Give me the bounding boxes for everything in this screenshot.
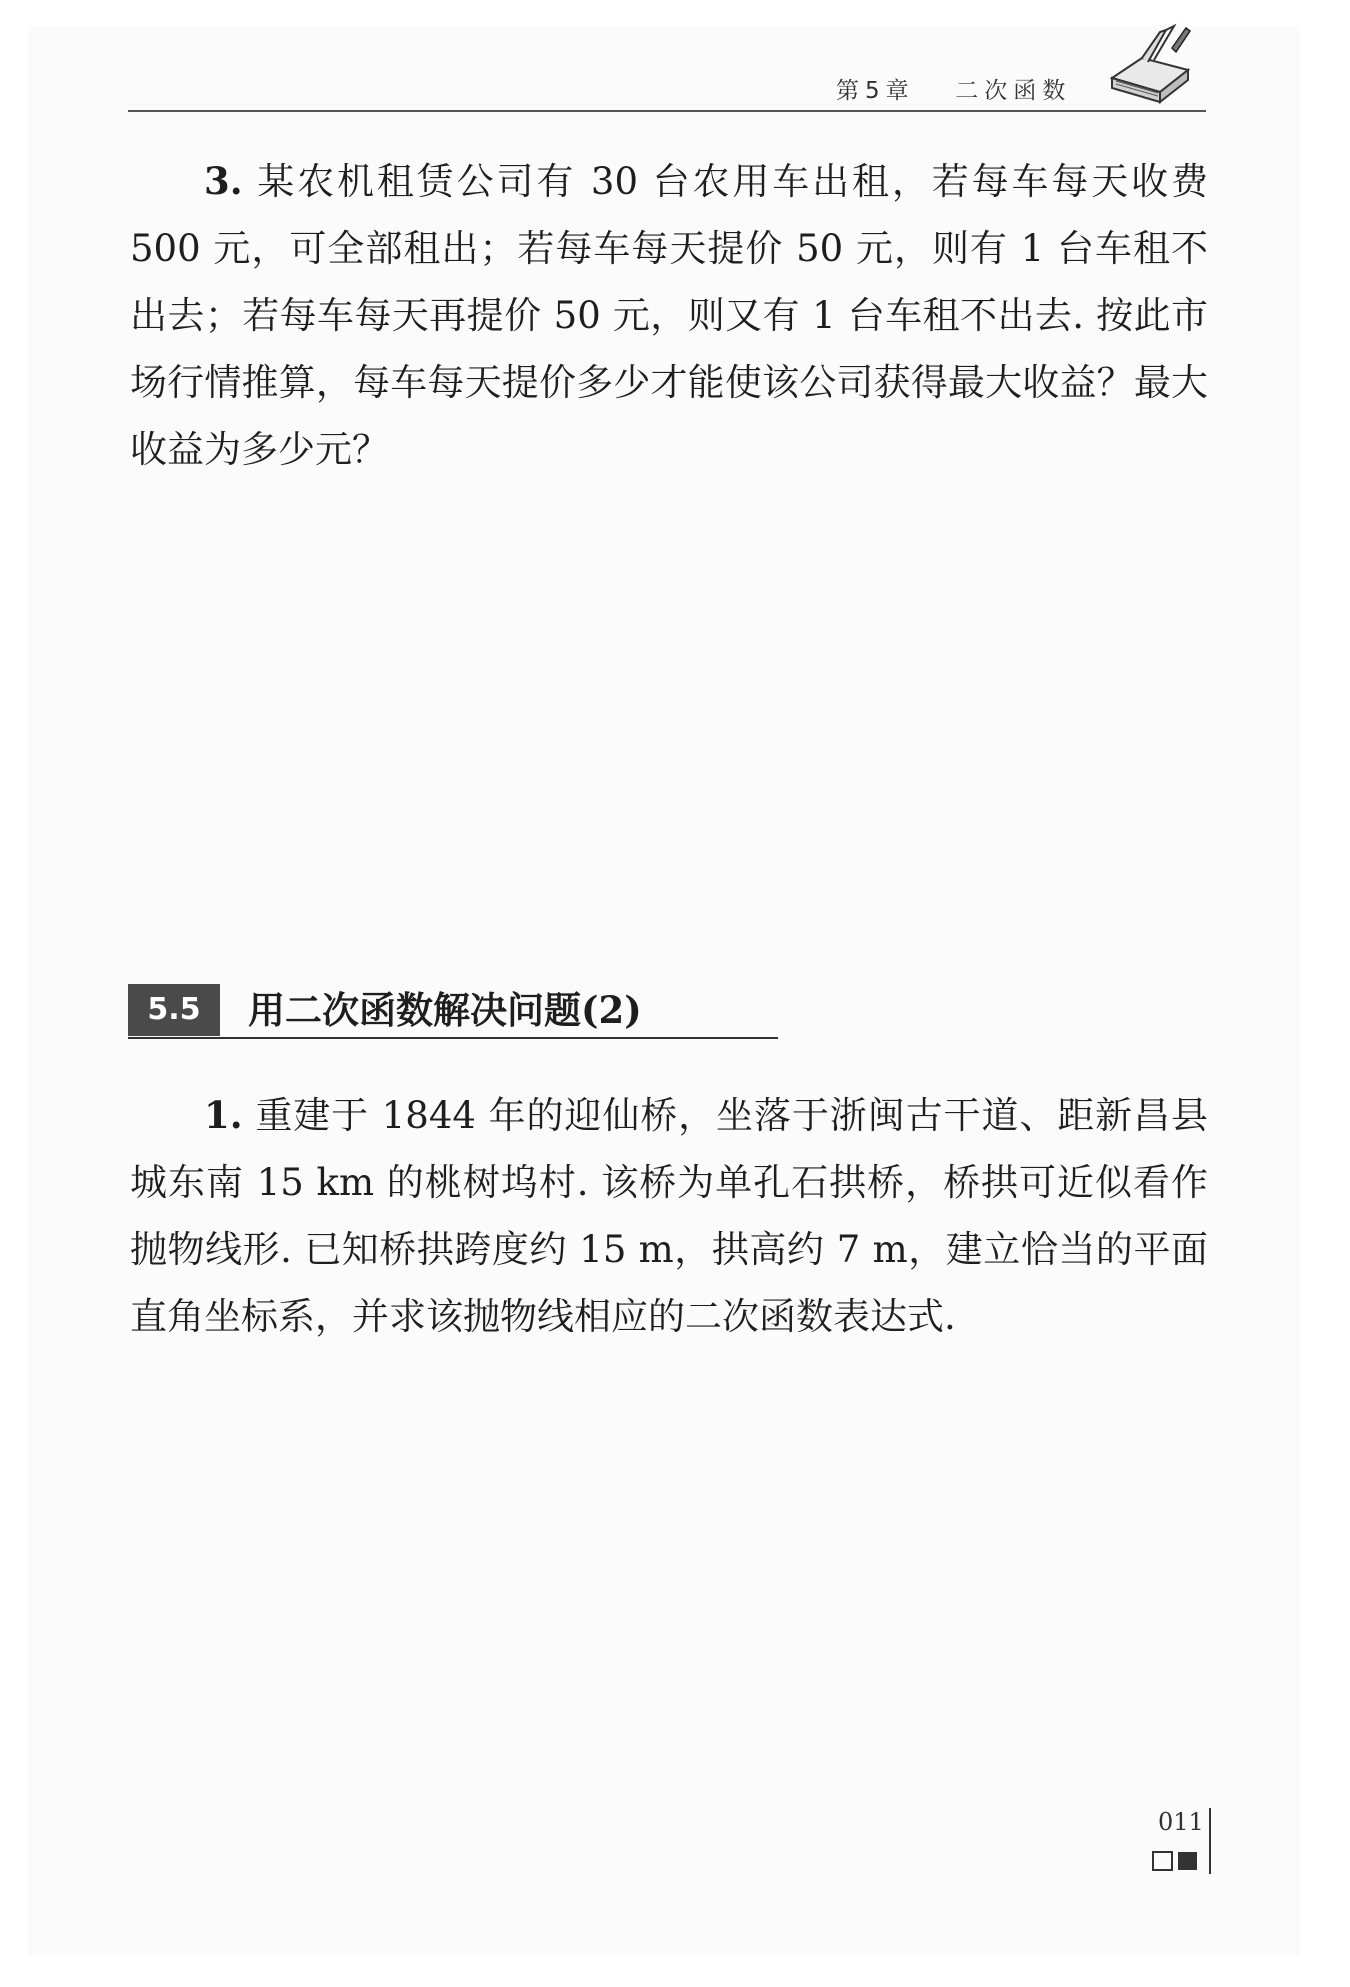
section-rule <box>128 1037 778 1039</box>
section-number-badge: 5.5 <box>128 984 220 1036</box>
header-title: 二次函数 <box>955 78 1072 104</box>
page-number: 011 <box>1158 1808 1204 1836</box>
problem-1-number: 1. <box>204 1093 243 1137</box>
header-chapter: 第5章 <box>836 78 915 104</box>
problem-1-text: 重建于 1844 年的迎仙桥，坐落于浙闽古干道、距新昌县城东南 15 km 的桃树坞村. 该桥为单孔石拱桥，桥拱可近似看作抛物线形. 已知桥拱跨度约 15 m，拱高约 7 m，建立恰当的平面直角坐标系，并求该抛物线相应的二次函数表达式. <box>130 1094 1209 1338</box>
book-pen-icon <box>1108 22 1194 106</box>
header-rule <box>128 110 1206 112</box>
section-title: 用二次函数解决问题(2) <box>248 988 642 1032</box>
problem-3 <box>130 148 1208 483</box>
page-number-rule <box>1209 1808 1211 1874</box>
problem-3-number: 3. <box>204 159 243 203</box>
running-header <box>836 72 1071 105</box>
problem-1 <box>130 1082 1208 1350</box>
problem-3-text: 某农机租赁公司有 30 台农用车出租，若每车每天收费 500 元，可全部租出；若每车每天提价 50 元，则有 1 台车租不出去；若每车每天再提价 50 元，则又有 1 台车租不出去. 按此市场行情推算，每车每天提价多少才能使该公司获得最大收益？最大收益为多少元？ <box>130 160 1208 471</box>
page-marker-squares-icon <box>1152 1850 1204 1872</box>
